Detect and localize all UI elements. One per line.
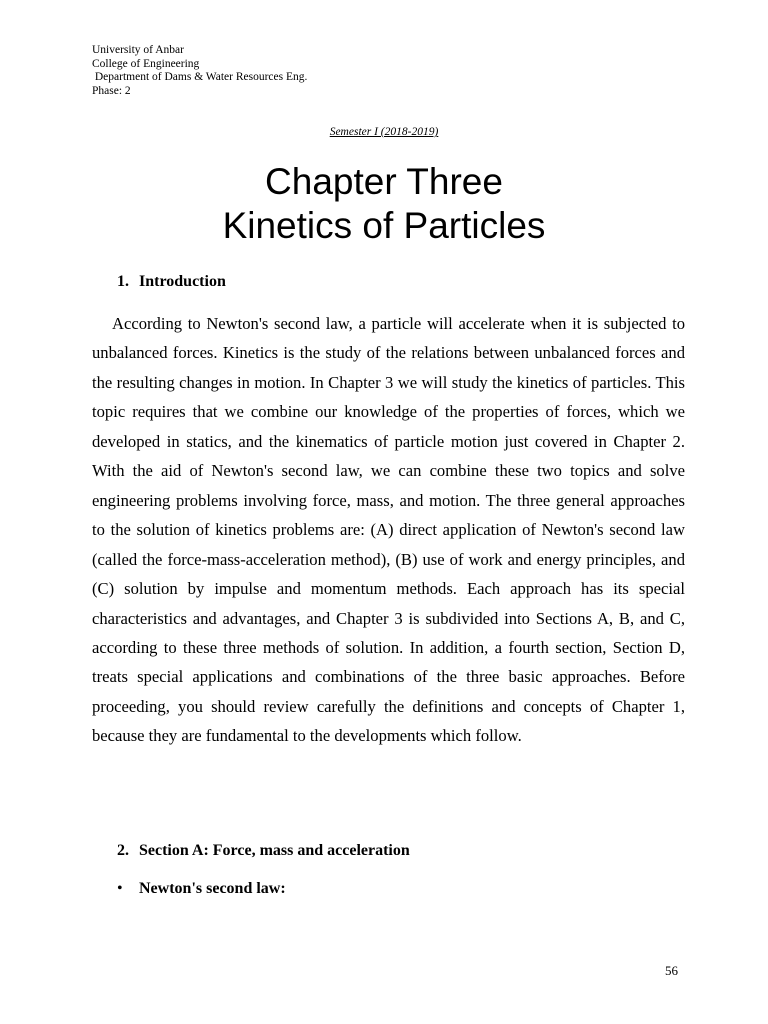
intro-paragraph: According to Newton's second law, a particle will accelerate when it is subjected to unbalanced forces. Kinetics is the study of the relations between unbalanced forces and the resulting changes in motion. In Chapter 3 we will study the kinetics of particles. This topic requires that we combine our knowledge of the properties of forces, which we developed in statics, and the kinematics of particle motion just covered in Chapter 2. With the aid of Newton's second law, we can combine these two topics and solve engineering problems involving force, mass, and motion. The three general approaches to the solution of kinetics problems are: (A) direct application of Newton's second law (called the force-mass-acceleration method), (B) use of work and energy principles, and (C) solution by impulse and momentum methods. Each approach has its special characteristics and advantages, and Chapter 3 is subdivided into Sections A, B, and C, according to these three methods of solution. In addition, a fourth section, Section D, treats special applications and combinations of the three basic approaches. Before proceeding, you should review carefully the definitions and concepts of Chapter 1, because they are fundamental to the developments which follow. — [92, 314, 685, 746]
section-number: 1. — [117, 273, 129, 290]
document-header — [92, 44, 307, 98]
university-name: University of Anbar — [92, 44, 184, 56]
chapter-title — [0, 160, 768, 248]
page-number: 56 — [665, 963, 678, 978]
section-number: 2. — [117, 842, 129, 859]
bullet-icon: • — [117, 880, 123, 897]
section-title: Introduction — [139, 273, 226, 290]
bullet-item — [117, 880, 286, 898]
semester-label: Semester I (2018-2019) — [329, 126, 439, 138]
chapter-title-line-1: Chapter Three — [265, 161, 503, 202]
department-name: Department of Dams & Water Resources Eng. — [92, 71, 308, 84]
college-name: College of Engineering — [92, 57, 200, 70]
bullet-text: Newton's second law: — [139, 880, 286, 897]
section-title: Section A: Force, mass and acceleration — [139, 842, 410, 859]
chapter-title-line-2: Kinetics of Particles — [222, 205, 546, 246]
section-heading-introduction — [117, 273, 226, 291]
phase-label: Phase: 2 — [92, 84, 131, 97]
section-heading-section-a — [117, 842, 410, 860]
